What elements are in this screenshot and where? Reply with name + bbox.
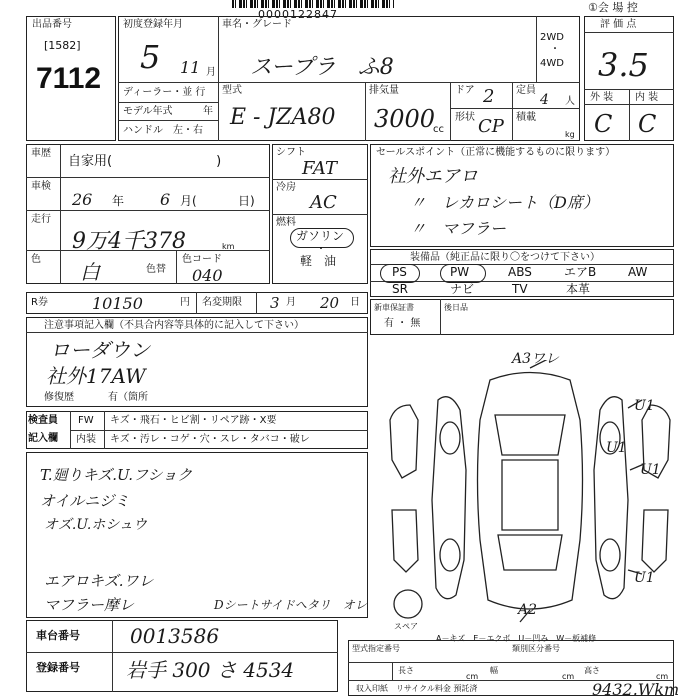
- first-registration-month-unit: 月: [206, 67, 216, 78]
- color-code: 040: [192, 266, 223, 285]
- fuel-gasoline: ガソリン: [296, 229, 345, 243]
- deadline-month-unit: 月: [286, 297, 296, 308]
- doors-value: 2: [483, 86, 495, 107]
- displacement-unit: cc: [433, 124, 444, 135]
- length-unit: cm: [466, 672, 479, 681]
- exterior-grade: C: [594, 110, 613, 138]
- sales-point-3: 〃 マフラー: [410, 219, 507, 238]
- interior-grade: C: [638, 110, 657, 138]
- spare-label: スペア: [394, 622, 418, 631]
- displacement-label: 排気量: [369, 85, 399, 96]
- damage-right-2: U1: [640, 462, 661, 478]
- damage-top: A3ワレ: [512, 351, 560, 367]
- repair-history-value: 有（箇所: [108, 392, 148, 403]
- fw-label: FW: [78, 415, 94, 426]
- equipment-label: 装備品（純正品に限り〇をつけて下さい）: [410, 252, 600, 263]
- plate-label: 登録番号: [36, 661, 80, 674]
- notes-label: 注意事項記入欄（不具合内容等具体的に記入して下さい）: [44, 320, 304, 331]
- mileage-label: 走行: [31, 214, 51, 225]
- barcode: [232, 0, 394, 8]
- note-line-2: 社外17AW: [46, 364, 146, 388]
- warranty-value: 有 ・ 無: [384, 318, 421, 329]
- capacity-unit: 人: [565, 96, 575, 107]
- damage-left: U1: [606, 440, 627, 456]
- ac-value: AC: [310, 192, 337, 213]
- shape-value: CP: [478, 116, 504, 137]
- height-label: 高さ: [584, 666, 600, 675]
- equip-navi: ナビ: [450, 282, 475, 296]
- exterior-label: 外 装: [590, 92, 614, 103]
- fuel-light-oil: 軽 油: [300, 254, 337, 268]
- model-year-unit: 年: [203, 106, 213, 117]
- equip-sr: SR: [392, 282, 408, 296]
- width-unit: cm: [562, 672, 575, 681]
- recycle-label: R券: [31, 297, 48, 308]
- chassis-value: 0013586: [130, 624, 220, 648]
- interior-items-label: 内装: [76, 434, 96, 445]
- equip-abs: ABS: [508, 265, 532, 279]
- model-value: E - JZA80: [230, 105, 336, 130]
- model-label: 型式: [222, 85, 242, 96]
- length-label: 長さ: [398, 666, 414, 675]
- dealer-label: ディーラー・並 行: [123, 87, 206, 98]
- drive-dot: ・: [550, 44, 560, 55]
- inspector-note-4: エアロキズ.ワレ: [44, 572, 154, 590]
- inspector-label-2: 記入欄: [28, 433, 58, 444]
- color-value: 白: [80, 260, 100, 284]
- capacity-label: 定員: [516, 85, 536, 96]
- chassis-label: 車台番号: [36, 629, 80, 642]
- grade-score: 3.5: [598, 46, 649, 84]
- sales-point-2: 〃 レカロシート（D席）: [410, 193, 599, 212]
- shift-value: FAT: [302, 158, 337, 179]
- recycle-amount: 10150: [92, 294, 143, 313]
- fuel-dot: ・: [316, 244, 326, 255]
- warranty-date-label: 後日品: [444, 303, 468, 312]
- first-registration-label: 初度登録年月: [123, 19, 183, 30]
- equip-pw: PW: [450, 265, 470, 279]
- sales-points-label: セールスポイント（正常に機能するものに限ります）: [376, 147, 616, 158]
- equip-ps: PS: [392, 265, 407, 279]
- inspection-year-unit: 年: [112, 194, 125, 208]
- color-label: 色: [31, 254, 41, 265]
- load-label: 積載: [516, 112, 536, 123]
- width-label: 幅: [490, 666, 498, 675]
- inspection-month: 6: [160, 190, 171, 209]
- warranty-label: 新車保証書: [374, 303, 414, 312]
- doors-label: ドア: [455, 85, 475, 96]
- deadline-month: 3: [270, 294, 280, 312]
- deadline-day: 20: [320, 294, 340, 312]
- color-code-label: 色コード: [182, 254, 222, 265]
- drive-2wd: 2WD: [540, 32, 564, 43]
- legal-number-label: 型式指定番号: [352, 644, 400, 653]
- mileage-unit: km: [222, 242, 235, 251]
- stamp-label: 収入印紙 リサイクル料金 預託済: [356, 684, 478, 693]
- inspection-label: 車検: [31, 181, 51, 192]
- ac-label: 冷房: [276, 182, 296, 193]
- capacity-value: 4: [540, 92, 549, 108]
- equip-airbag: エアB: [564, 265, 597, 279]
- load-unit: kg: [565, 130, 575, 139]
- class-number-label: 類別区分番号: [512, 644, 560, 653]
- inspector-note-5: マフラー摩レ: [44, 596, 135, 614]
- odometer-note: 9432.Wkm: [592, 680, 680, 699]
- lot-code: [1582]: [44, 39, 81, 52]
- serial-number: 0000122847: [258, 8, 338, 21]
- displacement-value: 3000: [374, 105, 436, 133]
- usage-value: 自家用( ): [68, 154, 222, 169]
- damage-legend: A－キズ E－エクボ U－凹み W－板補修: [436, 634, 597, 643]
- inspector-note-1: T.廻りキズ.U.フショク: [40, 466, 193, 484]
- inspection-day-unit: 日): [238, 194, 255, 208]
- shape-label: 形状: [455, 112, 475, 123]
- plate-value: 岩手 300 さ 4534: [126, 658, 295, 682]
- shift-label: シフト: [276, 147, 306, 158]
- mileage-value: 9万4千378: [72, 229, 186, 254]
- damage-right-3: U1: [634, 570, 655, 586]
- grade-label: 評 価 点: [600, 19, 637, 30]
- note-line-1: ローダウン: [50, 338, 150, 362]
- height-unit: cm: [656, 672, 669, 681]
- car-name-label: 車名・グレード: [222, 19, 292, 30]
- lot-number: 7112: [36, 62, 102, 95]
- repair-history-label: 修復歴: [44, 392, 74, 403]
- sales-point-1: 社外エアロ: [388, 166, 478, 187]
- first-registration-year: 5: [140, 38, 161, 76]
- equip-tv: TV: [512, 282, 528, 296]
- fw-items: キズ・飛石・ヒビ割・リペア跡・X要: [110, 415, 277, 426]
- equip-leather: 本革: [566, 282, 591, 296]
- model-year-label: モデル年式: [123, 106, 173, 117]
- handle-label: ハンドル 左・右: [123, 125, 203, 136]
- fuel-label: 燃料: [276, 217, 296, 228]
- recycle-box: [26, 292, 368, 314]
- inspection-month-unit: 月(: [180, 194, 197, 208]
- color-shade-label: 色替: [146, 264, 166, 275]
- recycle-unit: 円: [180, 297, 190, 308]
- interior-items: キズ・汚レ・コゲ・穴・スレ・タバコ・破レ: [110, 434, 310, 445]
- usage-label: 車歴: [31, 148, 51, 159]
- car-name: スープラ ふ8: [250, 55, 394, 80]
- warranty-box: [370, 299, 674, 335]
- interior-label: 内 装: [635, 92, 659, 103]
- venue-label: ①会 場 控: [588, 1, 638, 14]
- damage-right-1: U1: [634, 398, 655, 414]
- inspector-note-2: オイルニジミ: [40, 492, 130, 510]
- drive-4wd: 4WD: [540, 58, 564, 69]
- first-registration-month: 11: [180, 58, 201, 77]
- deadline-label: 名変期限: [202, 297, 242, 308]
- seat-note: Dシートサイドへタリ オレ: [214, 598, 367, 612]
- lot-label: 出品番号: [32, 19, 72, 30]
- inspector-label-1: 検査員: [28, 415, 58, 426]
- car-damage-diagram: [380, 360, 680, 630]
- damage-bottom: A2: [518, 602, 538, 618]
- deadline-day-unit: 日: [350, 297, 360, 308]
- inspection-year: 26: [72, 190, 93, 209]
- inspector-note-3: オズ.U.ホシュウ: [44, 517, 147, 533]
- equip-aw: AW: [628, 265, 648, 279]
